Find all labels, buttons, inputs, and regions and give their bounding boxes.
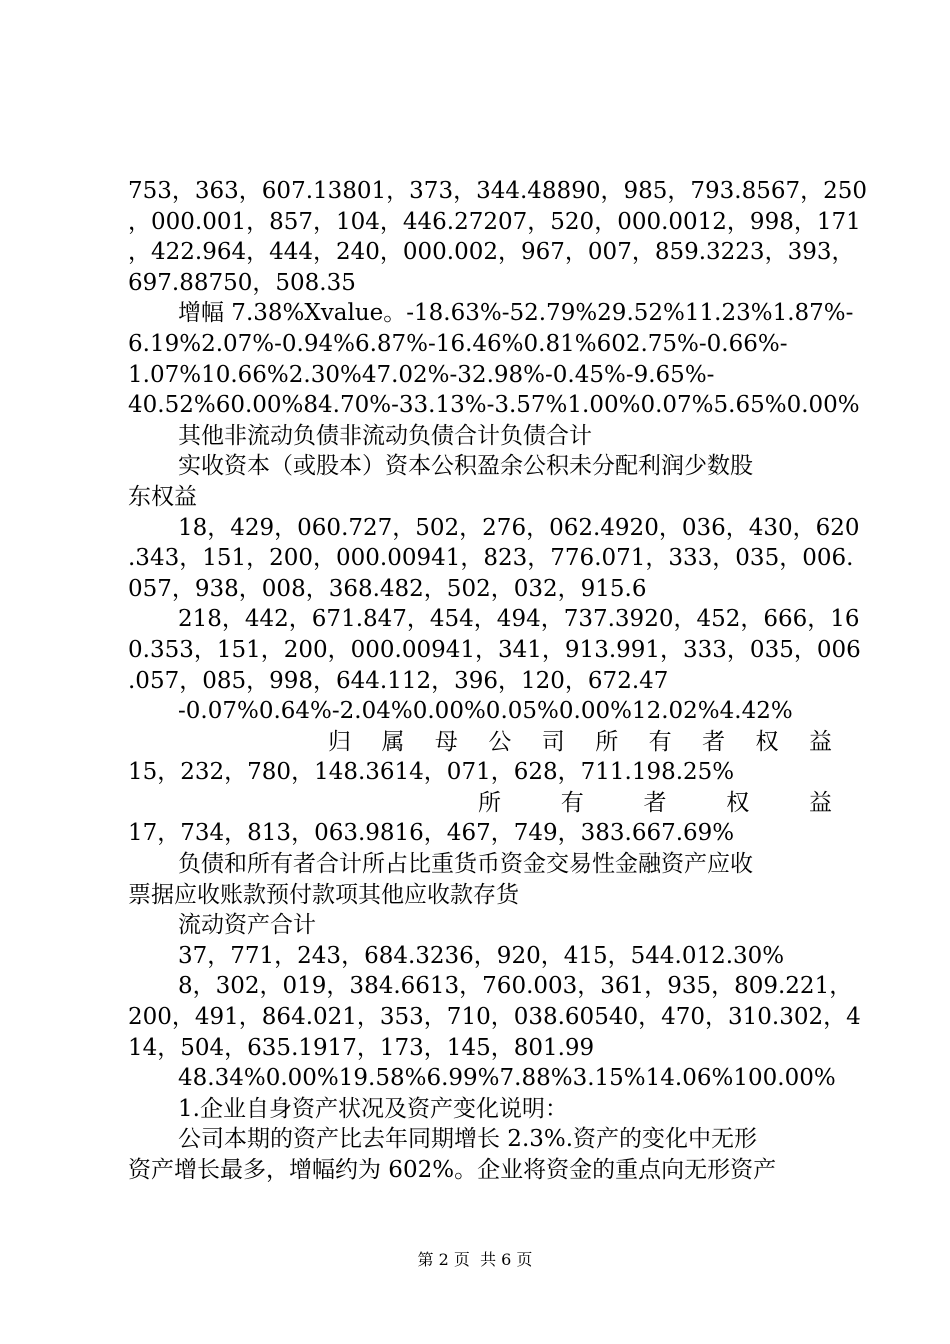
text-line: 其他非流动负债非流动负债合计负债合计 (178, 422, 592, 449)
text-line: 40.52%60.00%84.70%-33.13%-3.57%1.00%0.07%5.65%0.00% (128, 392, 860, 419)
text-line: 15，232，780，148.3614，071，628，711.198.25% (128, 759, 735, 786)
text-line: 17，734，813，063.9816，467，749，383.667.69% (128, 820, 735, 847)
document-body (128, 176, 867, 1186)
text-line: 753，363，607.13801，373，344.48890，985，793.8567，250 (128, 178, 867, 204)
text-line: 48.34%0.00%19.58%6.99%7.88%3.15%14.06%100.00% (178, 1065, 836, 1092)
text-line: 流动资产合计 (178, 912, 316, 939)
page-number-label: 第 2 页 共 6 页 (417, 1250, 533, 1269)
text-line: 实收资本（或股本）资本公积盈余公积未分配利润少数股 (178, 453, 753, 480)
page-footer (0, 1247, 950, 1270)
text-line: 218，442，671.847，454，494，737.3920，452，666，16 (178, 606, 860, 633)
text-line: -0.07%0.64%-2.04%0.00%0.05%0.00%12.02%4.42% (178, 698, 793, 725)
heading-char: 母 (434, 728, 458, 755)
text-line: 1.企业自身资产状况及资产变化说明： (178, 1095, 568, 1122)
heading-char: 有 (648, 728, 672, 755)
heading-char: 者 (643, 789, 667, 816)
heading-char: 者 (702, 728, 726, 755)
spread-heading-parent-equity (128, 727, 832, 758)
text-line: 资产增长最多，增幅约为 602%。企业将资金的重点向无形资产 (128, 1157, 777, 1183)
heading-char: 司 (541, 728, 565, 755)
text-line: 负债和所有者合计所占比重货币资金交易性金融资产应收 (178, 851, 753, 878)
text-line: 1.07%10.66%2.30%47.02%-32.98%-0.45%-9.65%- (128, 361, 715, 388)
heading-char: 益 (809, 789, 832, 816)
heading-char: 所 (595, 728, 619, 755)
text-line: 增幅 7.38%Xvalue。-18.63%-52.79%29.52%11.23%1.87%- (178, 300, 854, 327)
text-line: 697.88750，508.35 (128, 269, 356, 296)
text-line: ，422.964，444，240，000.002，967，007，859.3223，393， (128, 239, 855, 266)
heading-char: 权 (755, 728, 779, 755)
heading-char: 公 (488, 728, 512, 755)
heading-char: 属 (381, 728, 405, 755)
heading-char: 益 (808, 728, 832, 755)
text-line: 0.353，151，200，000.00941，341，913.991，333，035，006 (128, 636, 861, 663)
text-line: .343，151，200，000.00941，823，776.071，333，035，006. (128, 545, 854, 572)
heading-char: 权 (726, 789, 750, 816)
text-line: 票据应收账款预付款项其他应收款存货 (128, 881, 519, 908)
text-line: .057，085，998，644.112，396，120，672.47 (128, 667, 669, 694)
text-line: 14，504，635.1917，173，145，801.99 (128, 1034, 595, 1061)
spread-heading-owner-equity (128, 788, 832, 819)
heading-char: 所 (478, 789, 501, 816)
text-line: 公司本期的资产比去年同期增长 2.3%.资产的变化中无形 (178, 1126, 758, 1153)
heading-char: 归 (328, 728, 351, 755)
text-line: 8，302，019，384.6613，760.003，361，935，809.221， (178, 973, 853, 1000)
text-line: 18，429，060.727，502，276，062.4920，036，430，620 (178, 514, 860, 541)
text-line: 37，771，243，684.3236，920，415，544.012.30% (178, 942, 785, 969)
text-line: ，000.001，857，104，446.27207，520，000.0012，998，171 (128, 208, 861, 235)
text-line: 东权益 (128, 483, 197, 510)
text-line: 057，938，008，368.482，502，032，915.6 (128, 575, 647, 602)
text-line: 200，491，864.021，353，710，038.60540，470，310.302，4 (128, 1004, 861, 1031)
text-line: 6.19%2.07%-0.94%6.87%-16.46%0.81%602.75%-0.66%- (128, 330, 788, 357)
heading-char: 有 (560, 789, 584, 816)
